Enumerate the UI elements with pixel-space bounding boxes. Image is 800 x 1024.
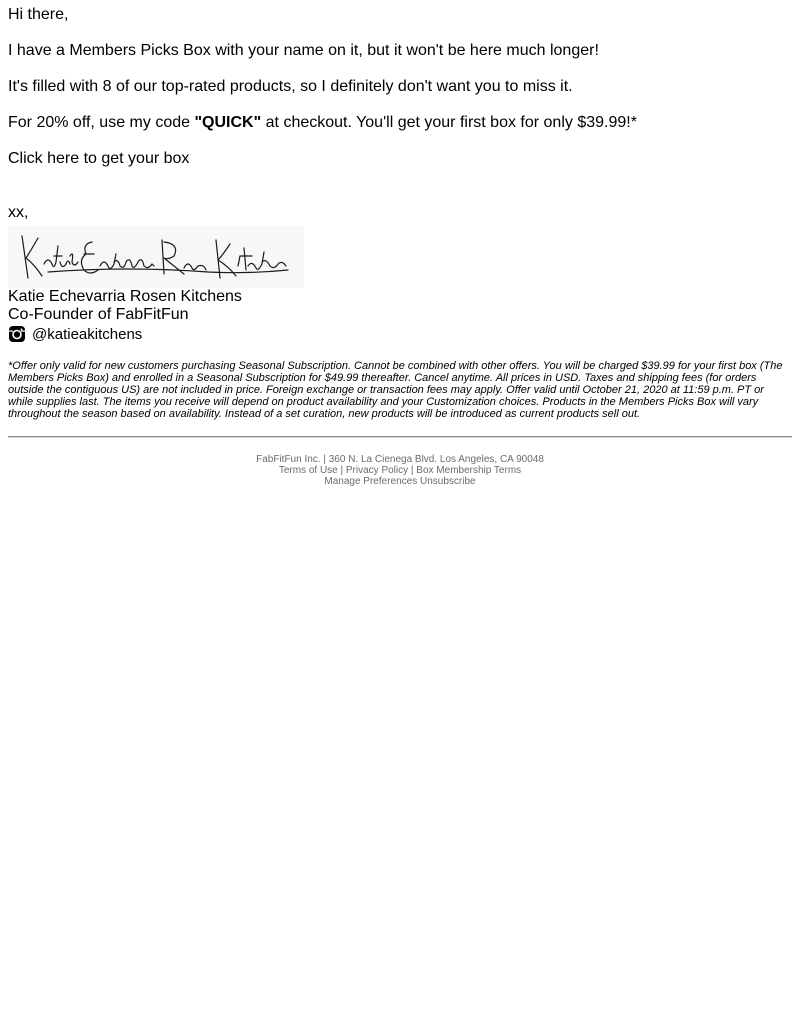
separator: | [337, 465, 346, 476]
manage-preferences-link[interactable]: Manage Preferences [324, 476, 418, 487]
email-footer [8, 454, 792, 487]
offer-suffix: at checkout. You'll get your first box for only $39.99!* [261, 114, 637, 131]
products-line: It's filled with 8 of our top-rated products, so I definitely don't want you to miss it. [8, 78, 573, 95]
unsubscribe-link[interactable]: Unsubscribe [420, 476, 476, 487]
preference-links [8, 476, 792, 487]
handwritten-signature-image [8, 226, 304, 288]
legal-links [8, 465, 792, 476]
offer-disclaimer: *Offer only valid for new customers purchasing Seasonal Subscription. Cannot be combined with other offers. You will be charged $39.99 for your first box (The Members Picks Box) and enrolled in a Seasonal Subscription for $49.99 thereafter. Cancel anytime. All prices in USD. Taxes and shipping fees (for orders outside the contiguous US) are not included in price. Foreign exchange or transaction fees may apply. Offer valid until October 21, 2020 at 11:59 p.m. PT or while supplies last. The items you receive will depend on product availability and your Customization choices. Products in the Members Picks Box will vary throughout the season based on availability. Instead of a set curation, new products will be introduced as current products sell out. [8, 360, 783, 420]
instagram-icon[interactable] [8, 325, 26, 343]
sender-name: Katie Echevarria Rosen Kitchens [8, 288, 242, 305]
get-box-link[interactable]: Click here to get your box [8, 150, 190, 167]
intro-line: I have a Members Picks Box with your name on it, but it won't be here much longer! [8, 42, 599, 59]
offer-line [8, 114, 637, 132]
instagram-handle[interactable]: @katieakitchens [32, 325, 143, 343]
sender-title: Co-Founder of FabFitFun [8, 306, 189, 323]
greeting: Hi there, [8, 6, 69, 23]
offer-prefix: For 20% off, use my code [8, 114, 195, 131]
privacy-policy-link[interactable]: Privacy Policy [345, 465, 409, 476]
promo-code: "QUICK" [194, 114, 262, 131]
company-address: FabFitFun Inc. | 360 N. La Cienega Blvd. Los Angeles, CA 90048 [256, 454, 544, 465]
terms-of-use-link[interactable]: Terms of Use [278, 465, 338, 476]
separator: | [408, 465, 417, 476]
footer-divider [8, 436, 792, 438]
signature-scribble [8, 226, 304, 288]
cta-paragraph [8, 150, 189, 168]
signoff: xx, [8, 204, 29, 221]
box-membership-terms-link[interactable]: Box Membership Terms [416, 465, 522, 476]
social-link[interactable] [8, 324, 142, 344]
